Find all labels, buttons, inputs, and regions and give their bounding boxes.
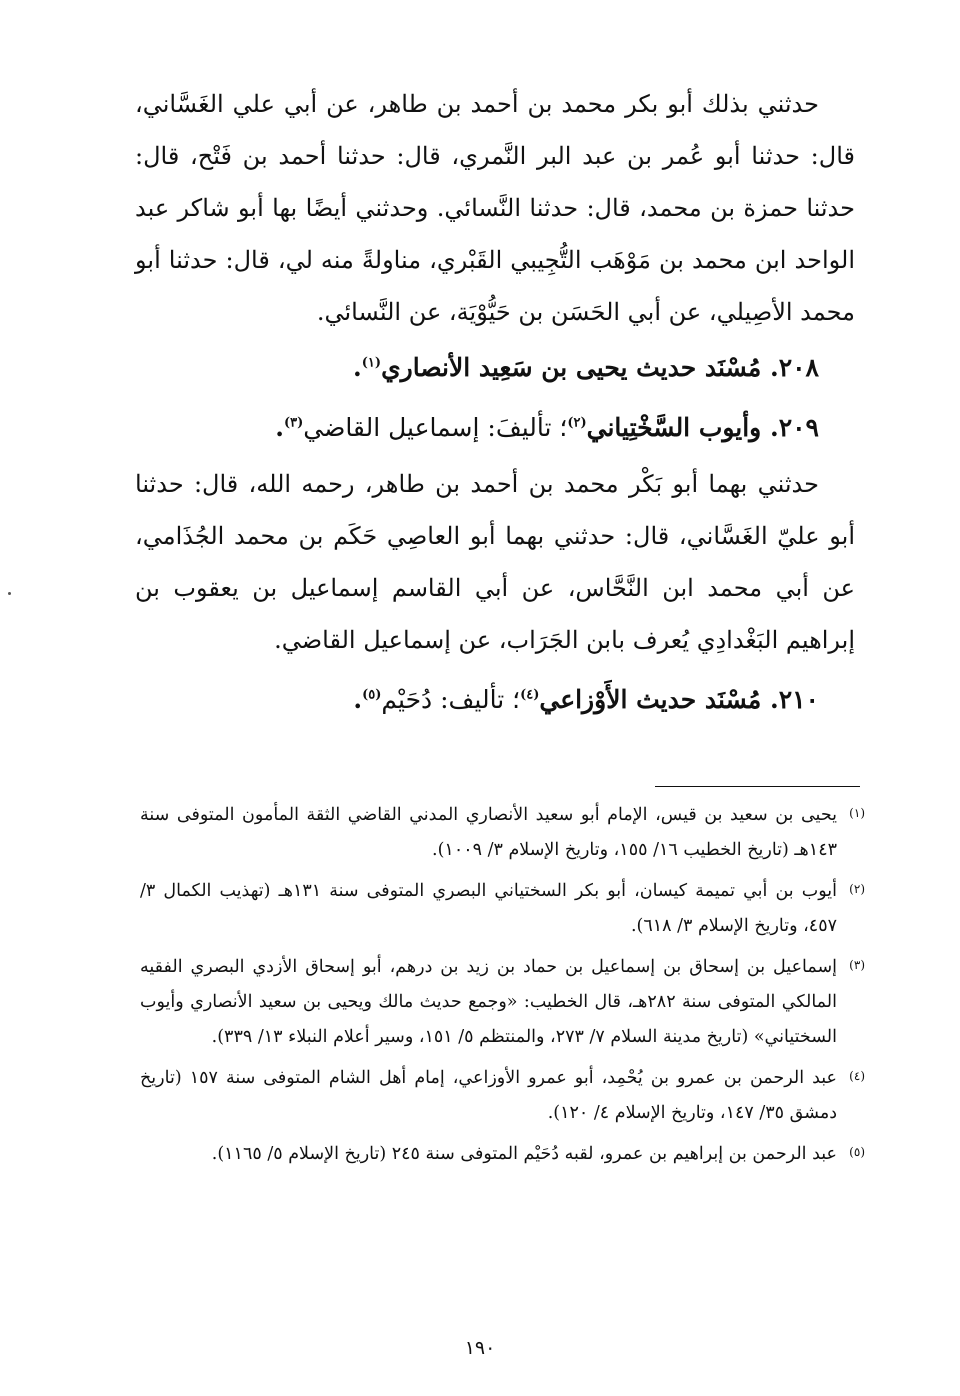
entry-210-title: مُسْنَد حديث الأَوْزاعي <box>539 685 762 714</box>
footnote-4-number: (٤) <box>849 1069 865 1083</box>
footnote-5 <box>140 1137 865 1172</box>
entry-210 <box>135 670 855 730</box>
footnote-1-text: يحيى بن سعيد بن قيس، الإمام أبو سعيد الأنصاري المدني القاضي الثقة المأمون المتوفى سنة ١٤٣هـ (تاريخ الخطيب ١٦/ ١٥٥، وتاريخ الإسلام ٣/ ١٠٠٩). <box>140 805 837 860</box>
entry-208-title: مُسْنَد حديث يحيى بن سَعِيد الأنصاري <box>381 353 762 382</box>
footnote-ref-2[interactable]: (٢) <box>567 415 587 431</box>
footnote-3 <box>140 950 865 1055</box>
footnote-ref-5[interactable]: (٥) <box>362 687 382 703</box>
paragraph-isnad-2: حدثني بهما أبو بَكْر محمد بن أحمد بن طاهر، رحمه الله، قال: حدثنا أبو عليّ الغَسَّاني، قال: حدثني بهما أبو العاصِي حَكَم بن محمد الجُذَامي، عن أبي محمد ابن النَّحَّاس، عن أبي القاسم إسماعيل بن يعقوب بن إبراهيم البَغْدادِي يُعرف بابن الجَرَاب، عن إسماعيل القاضي. <box>135 470 855 654</box>
entry-210-author: ؛ تأليف: دُحَيْم <box>381 685 521 714</box>
footnote-separator <box>655 786 860 787</box>
footnotes <box>140 798 865 1178</box>
main-text <box>135 78 855 730</box>
footnote-2 <box>140 874 865 944</box>
page-number: ١٩٠ <box>464 1337 496 1359</box>
entry-209-number: ٢٠٩. <box>769 413 819 442</box>
footnote-1-number: (١) <box>849 806 865 820</box>
footnote-2-text: أيوب بن أبي تميمة كيسان، أبو بكر السختياني البصري المتوفى سنة ١٣١هـ (تهذيب الكمال ٣/ ٤٥٧، وتاريخ الإسلام ٣/ ٦١٨). <box>140 881 837 936</box>
margin-speck <box>8 592 11 595</box>
entry-208-end: . <box>353 353 362 382</box>
footnote-ref-3[interactable]: (٣) <box>283 415 304 431</box>
footnote-4-text: عبد الرحمن بن عمرو بن يُحْمِد، أبو عمرو الأوزاعي، إمام أهل الشام المتوفى سنة ١٥٧ (تاريخ دمشق ٣٥/ ١٤٧، وتاريخ الإسلام ٤/ ١٢٠). <box>140 1068 837 1123</box>
footnote-3-text: إسماعيل بن إسحاق بن إسماعيل بن حماد بن زيد بن درهم، أبو إسحاق الأزدي البصري الفقيه المالكي المتوفى سنة ٢٨٢هـ، قال الخطيب: «وجمع حديث مالك ويحيى بن سعيد الأنصاري وأيوب السختياني» (تاريخ مدينة السلام ٧/ ٢٧٣، والمنتظم ٥/ ١٥١، وسير أعلام النبلاء ١٣/ ٣٣٩). <box>140 957 837 1047</box>
entry-210-end: . <box>353 685 363 714</box>
entry-210-number: ٢١٠. <box>769 685 819 714</box>
footnote-2-number: (٢) <box>849 882 865 896</box>
footnote-5-number: (٥) <box>849 1145 865 1159</box>
paragraph-isnad-1: حدثني بذلك أبو بكر محمد بن أحمد بن طاهر، عن أبي علي الغَسَّاني، قال: حدثنا أبو عُمر بن عبد البر النَّمري، قال: حدثنا أحمد بن فَتْح، قال: حدثنا حمزة بن محمد، قال: حدثنا النَّسائي. وحدثني أيضًا بها أبو شاكر عبد الواحد ابن محمد بن مَوْهَب التُّجِيبي القَبْري، مناولةً منه لي، قال: حدثنا أبو محمد الأصِيلي، عن أبي الحَسَن بن حَيُّوْيَة، عن النَّسائي. <box>135 90 855 326</box>
entry-209-author: ؛ تأليفَ: إسماعيل القاضي <box>303 413 568 442</box>
entry-209-title: وأيوب السَّخْتِياني <box>586 413 762 442</box>
entry-209 <box>135 398 855 458</box>
footnote-3-number: (٣) <box>849 958 865 972</box>
footnote-5-text: عبد الرحمن بن إبراهيم بن عمرو، لقبه دُحَيْم المتوفى سنة ٢٤٥ (تاريخ الإسلام ٥/ ١١٦٥). <box>211 1144 837 1164</box>
footnote-ref-1[interactable]: (١) <box>361 355 382 371</box>
entry-208 <box>135 338 855 398</box>
entry-209-end: . <box>275 413 284 442</box>
footnote-ref-4[interactable]: (٤) <box>520 687 540 703</box>
footnote-1 <box>140 798 865 868</box>
entry-208-number: ٢٠٨. <box>769 353 819 382</box>
footnote-4 <box>140 1061 865 1131</box>
